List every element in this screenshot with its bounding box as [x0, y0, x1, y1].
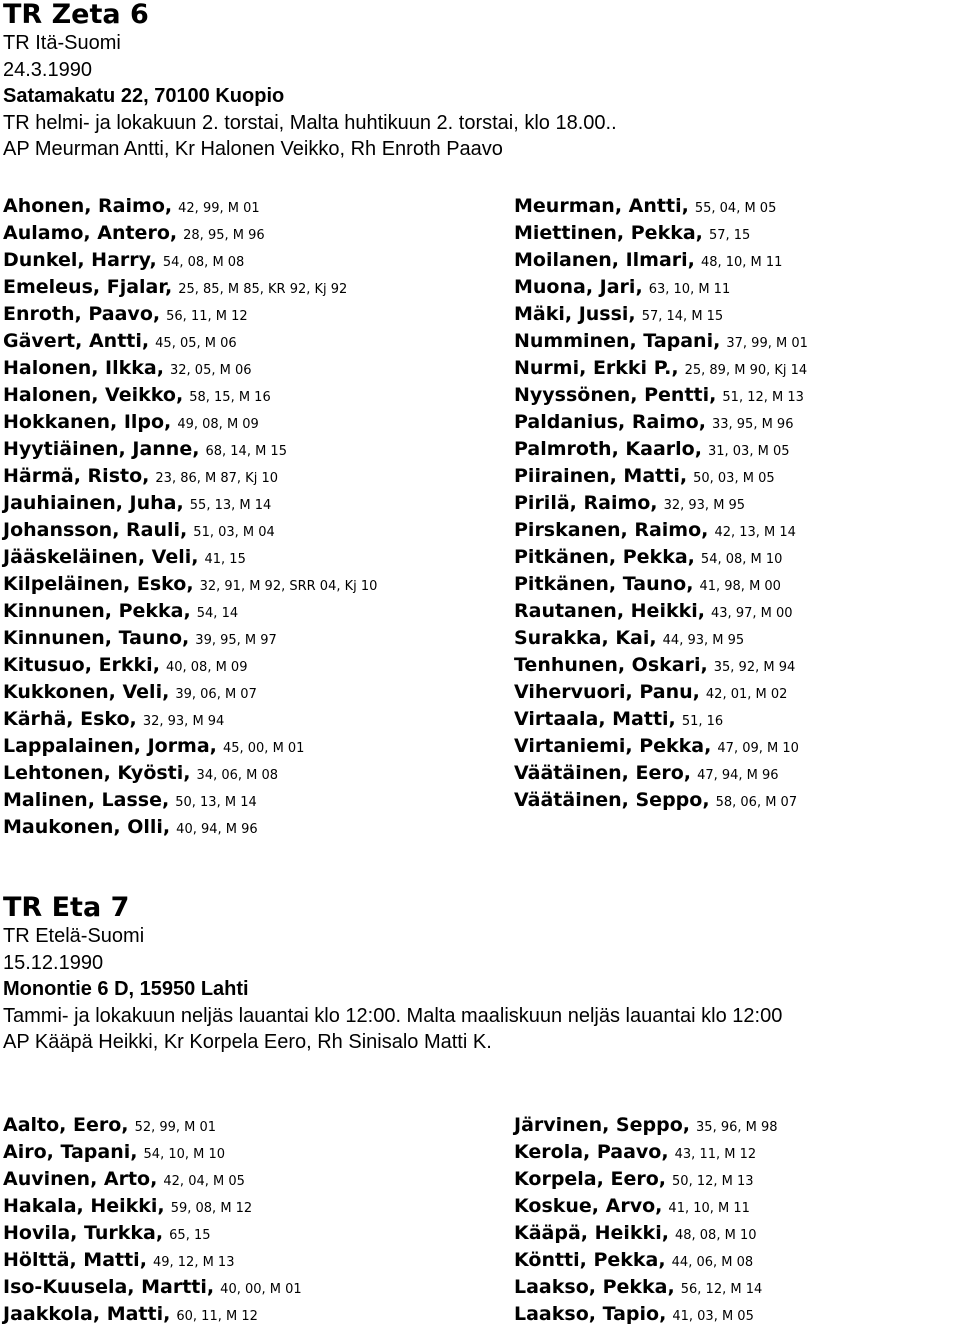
member-entry [3, 328, 377, 355]
member-name: Miettinen, Pekka, [514, 222, 703, 244]
member-name: Kerola, Paavo, [514, 1141, 669, 1163]
member-name: Kinnunen, Pekka, [3, 600, 191, 622]
member-entry [514, 1139, 778, 1166]
member-name: Malinen, Lasse, [3, 789, 170, 811]
member-details: 51, 16 [681, 714, 724, 729]
member-name: Dunkel, Harry, [3, 249, 157, 271]
member-entry [3, 571, 377, 598]
member-entry [3, 1112, 302, 1139]
member-entry [3, 274, 377, 301]
member-entry [3, 1193, 302, 1220]
member-details: 41, 98, M 00 [699, 579, 781, 594]
lodge-meetings: Tammi- ja lokakuun neljäs lauantai klo 12:00. Malta maaliskuun neljäs lauantai klo 12:00 [3, 1004, 783, 1027]
member-entry [3, 733, 377, 760]
member-name: Pitkänen, Pekka, [514, 546, 695, 568]
member-list-right [514, 193, 808, 814]
member-name: Lappalainen, Jorma, [3, 735, 217, 757]
lodge-officers: AP Kääpä Heikki, Kr Korpela Eero, Rh Sinisalo Matti K. [3, 1031, 492, 1053]
member-entry [3, 463, 377, 490]
member-details: 32, 93, M 95 [663, 498, 746, 513]
member-list-left [3, 193, 377, 841]
member-name: Laakso, Pekka, [514, 1276, 675, 1298]
lodge-founded-date: 24.3.1990 [3, 58, 92, 81]
member-details: 52, 99, M 01 [134, 1120, 217, 1135]
member-details: 54, 08, M 08 [162, 255, 245, 270]
member-details: 25, 89, M 90, Kj 14 [684, 363, 808, 378]
member-name: Auvinen, Arto, [3, 1168, 158, 1190]
member-name: Vihervuori, Panu, [514, 681, 700, 703]
member-name: Lehtonen, Kyösti, [3, 762, 191, 784]
member-details: 51, 03, M 04 [193, 525, 275, 540]
member-name: Hovila, Turkka, [3, 1222, 164, 1244]
member-entry [3, 517, 377, 544]
member-details: 50, 12, M 13 [672, 1174, 754, 1189]
member-details: 51, 12, M 13 [722, 390, 804, 405]
member-details: 42, 13, M 14 [714, 525, 796, 540]
lodge-region: TR Etelä-Suomi [3, 925, 145, 947]
member-details: 57, 14, M 15 [641, 309, 724, 324]
member-entry [514, 247, 808, 274]
member-entry [3, 1247, 302, 1274]
member-entry [514, 463, 808, 490]
member-entry [3, 625, 377, 652]
member-entry [3, 490, 377, 517]
member-name: Nurmi, Erkki P., [514, 357, 679, 379]
member-name: Maukonen, Olli, [3, 816, 171, 838]
lodge-section [3, 0, 960, 838]
member-name: Aulamo, Antero, [3, 222, 178, 244]
member-name: Gävert, Antti, [3, 330, 150, 352]
member-entry [514, 571, 808, 598]
member-details: 65, 15 [169, 1228, 211, 1243]
member-name: Aalto, Eero, [3, 1114, 129, 1136]
member-details: 44, 06, M 08 [671, 1255, 754, 1270]
member-details: 56, 11, M 12 [166, 309, 248, 324]
member-details: 55, 13, M 14 [189, 498, 272, 513]
member-name: Paldanius, Raimo, [514, 411, 706, 433]
member-name: Jääskeläinen, Veli, [3, 546, 199, 568]
member-details: 43, 11, M 12 [674, 1147, 757, 1162]
member-details: 54, 08, M 10 [700, 552, 783, 567]
member-details: 23, 86, M 87, Kj 10 [155, 471, 278, 486]
member-entry [514, 625, 808, 652]
member-entry [514, 1274, 778, 1301]
member-details: 41, 03, M 05 [672, 1309, 754, 1324]
member-details: 54, 14 [196, 606, 239, 621]
member-name: Pirilä, Raimo, [514, 492, 658, 514]
member-name: Kinnunen, Tauno, [3, 627, 190, 649]
member-list-left [3, 1112, 302, 1328]
member-details: 68, 14, M 15 [205, 444, 287, 459]
member-name: Korpela, Eero, [514, 1168, 666, 1190]
member-details: 47, 09, M 10 [717, 741, 799, 756]
member-entry [3, 1166, 302, 1193]
member-entry [514, 193, 808, 220]
member-details: 35, 96, M 98 [696, 1120, 778, 1135]
member-name: Meurman, Antti, [514, 195, 689, 217]
member-entry [3, 1220, 302, 1247]
member-name: Pirskanen, Raimo, [514, 519, 709, 541]
member-list-right [514, 1112, 778, 1328]
member-details: 42, 99, M 01 [178, 201, 260, 216]
member-name: Hölttä, Matti, [3, 1249, 147, 1271]
member-entry [514, 328, 808, 355]
member-name: Airo, Tapani, [3, 1141, 138, 1163]
member-entry [514, 517, 808, 544]
member-details: 25, 85, M 85, KR 92, Kj 92 [178, 282, 348, 297]
member-entry [3, 409, 377, 436]
member-name: Kilpeläinen, Esko, [3, 573, 194, 595]
member-details: 40, 00, M 01 [220, 1282, 302, 1297]
member-details: 35, 92, M 94 [713, 660, 796, 675]
member-details: 45, 00, M 01 [222, 741, 305, 756]
member-entry [3, 814, 377, 841]
member-entry [3, 436, 377, 463]
member-entry [514, 598, 808, 625]
member-details: 39, 06, M 07 [175, 687, 257, 702]
member-details: 33, 95, M 96 [711, 417, 794, 432]
member-name: Hyytiäinen, Janne, [3, 438, 200, 460]
member-name: Kitusuo, Erkki, [3, 654, 160, 676]
member-details: 48, 10, M 11 [700, 255, 783, 270]
member-entry [3, 760, 377, 787]
member-name: Väätäinen, Eero, [514, 762, 692, 784]
member-entry [3, 652, 377, 679]
member-details: 37, 99, M 01 [726, 336, 808, 351]
member-entry [514, 355, 808, 382]
lodge-section [3, 892, 960, 1325]
member-entry [3, 787, 377, 814]
lodge-region: TR Itä-Suomi [3, 32, 121, 54]
member-name: Rautanen, Heikki, [514, 600, 705, 622]
lodge-address: Satamakatu 22, 70100 Kuopio [3, 85, 285, 107]
member-entry [514, 1112, 778, 1139]
member-details: 40, 94, M 96 [176, 822, 258, 837]
member-name: Palmroth, Kaarlo, [514, 438, 702, 460]
member-details: 42, 04, M 05 [163, 1174, 245, 1189]
member-name: Nyyssönen, Pentti, [514, 384, 717, 406]
member-name: Virtaniemi, Pekka, [514, 735, 712, 757]
member-name: Järvinen, Seppo, [514, 1114, 690, 1136]
member-entry [514, 1301, 778, 1328]
member-details: 44, 93, M 95 [662, 633, 745, 648]
member-name: Halonen, Ilkka, [3, 357, 164, 379]
member-name: Virtaala, Matti, [514, 708, 676, 730]
member-name: Halonen, Veikko, [3, 384, 184, 406]
member-name: Numminen, Tapani, [514, 330, 721, 352]
member-details: 34, 06, M 08 [196, 768, 279, 783]
member-entry [514, 274, 808, 301]
member-entry [3, 1274, 302, 1301]
member-details: 63, 10, M 11 [648, 282, 731, 297]
lodge-title: TR Zeta 6 [3, 0, 149, 30]
member-entry [514, 733, 808, 760]
member-name: Jauhiainen, Juha, [3, 492, 184, 514]
member-details: 32, 05, M 06 [170, 363, 252, 378]
member-name: Piirainen, Matti, [514, 465, 688, 487]
member-entry [3, 598, 377, 625]
member-name: Iso-Kuusela, Martti, [3, 1276, 215, 1298]
member-entry [514, 679, 808, 706]
member-details: 59, 08, M 12 [170, 1201, 253, 1216]
member-details: 32, 93, M 94 [142, 714, 225, 729]
member-entry [514, 760, 808, 787]
member-entry [514, 409, 808, 436]
member-name: Moilanen, Ilmari, [514, 249, 695, 271]
member-entry [3, 544, 377, 571]
member-name: Jaakkola, Matti, [3, 1303, 171, 1325]
member-entry [514, 544, 808, 571]
member-entry [514, 301, 808, 328]
member-name: Väätäinen, Seppo, [514, 789, 710, 811]
member-entry [3, 679, 377, 706]
member-entry [514, 1166, 778, 1193]
member-entry [3, 706, 377, 733]
member-name: Muona, Jari, [514, 276, 643, 298]
member-name: Mäki, Jussi, [514, 303, 636, 325]
member-details: 48, 08, M 10 [674, 1228, 757, 1243]
member-entry [3, 1301, 302, 1328]
member-details: 58, 06, M 07 [715, 795, 798, 810]
member-name: Laakso, Tapio, [514, 1303, 667, 1325]
member-details: 28, 95, M 96 [183, 228, 265, 243]
member-details: 40, 08, M 09 [165, 660, 248, 675]
member-name: Ahonen, Raimo, [3, 195, 173, 217]
member-name: Enroth, Paavo, [3, 303, 161, 325]
member-details: 41, 15 [204, 552, 246, 567]
member-entry [3, 382, 377, 409]
member-name: Johansson, Rauli, [3, 519, 188, 541]
member-entry [514, 1247, 778, 1274]
member-entry [514, 436, 808, 463]
member-entry [3, 220, 377, 247]
member-details: 47, 94, M 96 [697, 768, 779, 783]
member-details: 56, 12, M 14 [680, 1282, 763, 1297]
member-entry [514, 220, 808, 247]
member-details: 43, 97, M 00 [711, 606, 793, 621]
member-entry [3, 355, 377, 382]
lodge-meetings: TR helmi- ja lokakuun 2. torstai, Malta huhtikuun 2. torstai, klo 18.00.. [3, 111, 617, 134]
member-name: Härmä, Risto, [3, 465, 150, 487]
member-name: Köntti, Pekka, [514, 1249, 666, 1271]
member-name: Hakala, Heikki, [3, 1195, 165, 1217]
member-name: Tenhunen, Oskari, [514, 654, 708, 676]
member-name: Pitkänen, Tauno, [514, 573, 694, 595]
member-details: 49, 08, M 09 [177, 417, 259, 432]
member-entry [514, 652, 808, 679]
member-name: Koskue, Arvo, [514, 1195, 663, 1217]
member-entry [514, 382, 808, 409]
member-name: Emeleus, Fjalar, [3, 276, 173, 298]
member-details: 49, 12, M 13 [152, 1255, 235, 1270]
member-name: Hokkanen, Ilpo, [3, 411, 172, 433]
member-details: 42, 01, M 02 [705, 687, 788, 702]
member-name: Surakka, Kai, [514, 627, 657, 649]
lodge-title: TR Eta 7 [3, 892, 130, 923]
member-details: 58, 15, M 16 [189, 390, 271, 405]
member-details: 60, 11, M 12 [176, 1309, 258, 1324]
member-name: Kukkonen, Veli, [3, 681, 170, 703]
member-entry [514, 1220, 778, 1247]
member-entry [514, 490, 808, 517]
member-details: 54, 10, M 10 [143, 1147, 226, 1162]
member-entry [514, 706, 808, 733]
member-entry [3, 1139, 302, 1166]
member-details: 57, 15 [708, 228, 751, 243]
member-entry [3, 247, 377, 274]
member-details: 41, 10, M 11 [668, 1201, 750, 1216]
member-entry [514, 787, 808, 814]
member-entry [3, 193, 377, 220]
member-details: 55, 04, M 05 [694, 201, 777, 216]
member-name: Kääpä, Heikki, [514, 1222, 669, 1244]
lodge-address: Monontie 6 D, 15950 Lahti [3, 978, 249, 1000]
member-details: 45, 05, M 06 [155, 336, 237, 351]
lodge-officers: AP Meurman Antti, Kr Halonen Veikko, Rh Enroth Paavo [3, 138, 503, 160]
member-details: 50, 03, M 05 [693, 471, 775, 486]
lodge-founded-date: 15.12.1990 [3, 951, 104, 974]
member-entry [3, 301, 377, 328]
member-details: 50, 13, M 14 [175, 795, 257, 810]
member-details: 32, 91, M 92, SRR 04, Kj 10 [199, 579, 378, 594]
member-name: Kärhä, Esko, [3, 708, 137, 730]
member-details: 31, 03, M 05 [707, 444, 790, 459]
member-details: 39, 95, M 97 [195, 633, 277, 648]
member-entry [514, 1193, 778, 1220]
